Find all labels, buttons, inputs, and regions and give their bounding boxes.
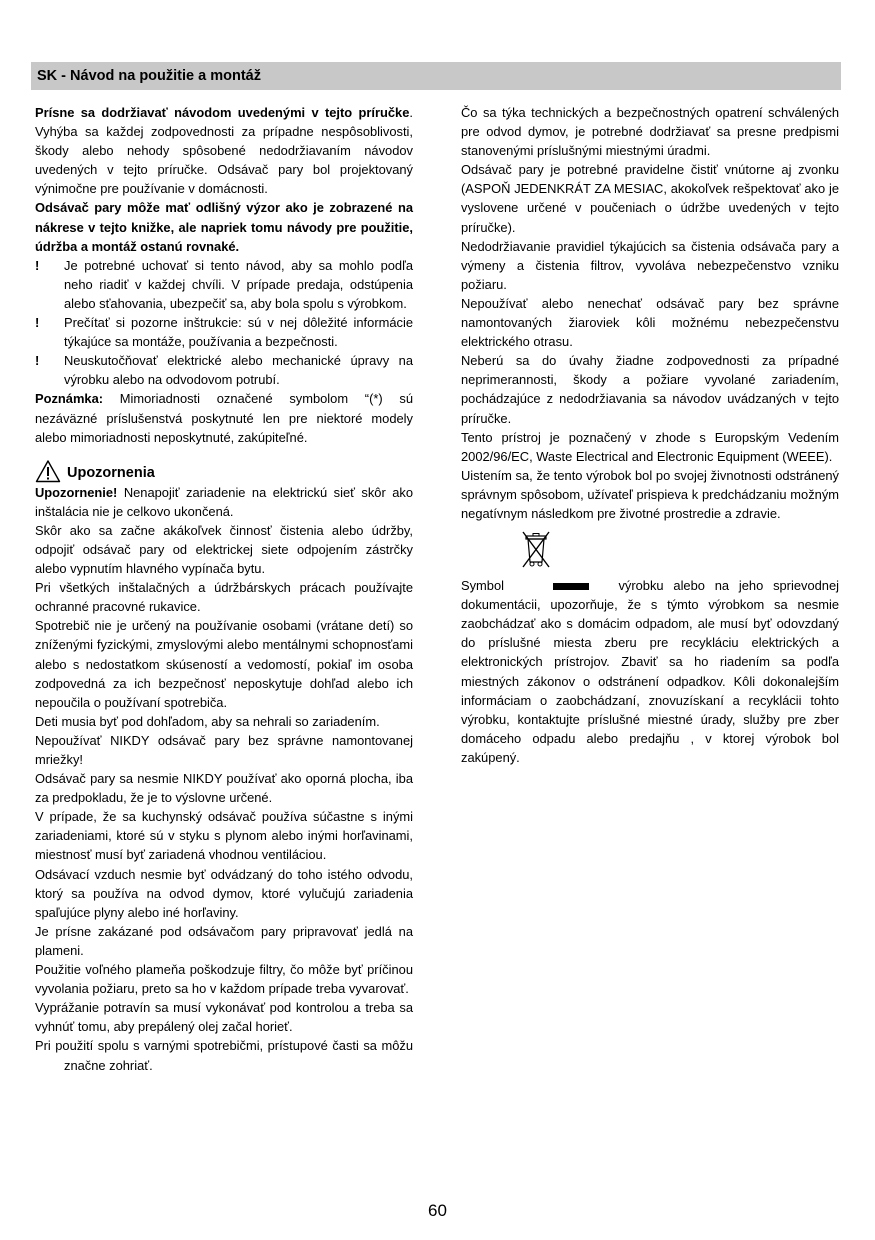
note-paragraph — [35, 389, 413, 446]
safety-paragraph: Nedodržiavanie pravidiel týkajúcich sa čistenia odsávača pary a výmeny a čistenia filtrov, vyvoláva nebezpečenstvo vzniku požiaru. — [461, 238, 839, 292]
warning-label: Upozornenie! — [35, 484, 118, 500]
intro-paragraph — [35, 103, 413, 198]
warning-paragraph: Odsávač pary sa nesmie NIKDY používať ako oporná plocha, iba za predpokladu, že je to výslovne určené. — [35, 771, 413, 806]
warning-paragraph: Je prísne zakázané pod odsávačom pary pripravovať jedlá na plameni. — [35, 923, 413, 958]
section-title: SK - Návod na použitie a montáž — [37, 68, 261, 84]
note-label: Poznámka: — [35, 391, 104, 407]
section-header — [31, 62, 841, 90]
warnings-title: Upozornenia — [67, 464, 155, 481]
appearance-note: Odsávač pary môže mať odlišný výzor ako je zobrazené na nákrese v tejto knižke, ale napriek tomu návody pre použitie, údržba a montáž ostanú rovnaké. — [35, 200, 413, 254]
warning-paragraph: Pri všetkých inštalačných a údržbárskych prácach používajte ochranné pracovné rukavice. — [35, 580, 413, 615]
safety-paragraph: Tento prístroj je poznačený v zhode s Europským Vedením 2002/96/EC, Waste Electrical and Electronic Equipment (WEEE). — [461, 429, 839, 464]
black-bar-icon — [553, 583, 589, 590]
warning-paragraph: Pri použití spolu s varnými spotrebičmi, prístupové časti sa môžu značne zohriať. — [35, 1038, 413, 1073]
symbol-word: Symbol — [461, 578, 504, 594]
bullet-text: Neuskutočňovať elektrické alebo mechanické úpravy na výrobku alebo na odvodovom potrubí. — [64, 353, 413, 388]
safety-paragraph: Neberú sa do úvahy žiadne zodpovednosti za prípadné neprimerannosti, škody a požiare vyvolané zariadením, pochádzajúce z nedodržiavania sa návodov uvádzaných v tejto príručke. — [461, 353, 839, 426]
warning-paragraph: Nepoužívať NIKDY odsávač pary bez správne namontovanej mriežky! — [35, 732, 413, 767]
exclamation-marker: ! — [35, 257, 40, 273]
weee-paragraph — [461, 576, 839, 767]
warning-paragraph: Odsávací vzduch nesmie byť odvádzaný do toho istého odvodu, ktorý sa používa na odvod dymov, ktoré vylučujú zariadenia spaľujúce plyny alebo iné horľaviny. — [35, 866, 413, 920]
warning-text: Nenapojiť zariadenie na elektrickú sieť skôr ako inštalácia nie je celkovo ukončená. — [35, 484, 413, 519]
warning-paragraph: Použitie voľného plameňa poškodzuje filtry, čo môže byť príčinou vyvolania požiaru, preto sa ho v každom prípade treba vyvarovať. — [35, 962, 413, 997]
crossed-bin-icon — [521, 530, 551, 568]
weee-symbol — [461, 523, 839, 576]
warning-paragraph: Skôr ako sa začne akákoľvek činnosť čistenia alebo údržby, odpojiť odsávač pary od elektrickej siete odpojením zástrčky alebo vypnutím hlavného vypínača bytu. — [35, 522, 413, 577]
note-text: Mimoriadnosti označené symbolom “(*) sú nezáväzné príslušenstvá poskytnuté len pre niektoré modely alebo mimoriadnosti neposkytnuté, zakúpiteľné. — [35, 391, 413, 445]
warning-paragraph: V prípade, že sa kuchynský odsávač používa súčastne s inými zariadeniami, ktoré sú v styku s plynom alebo inými horľavinami, miestnosť musí byť zariadená vhodnou ventiláciou. — [35, 809, 413, 863]
bullet-item — [35, 256, 413, 313]
exclamation-marker: ! — [35, 353, 40, 369]
warning-paragraph — [35, 483, 413, 521]
bullet-text: Je potrebné uchovať si tento návod, aby sa mohlo podľa neho riadiť v každej chvíli. V prípade predaja, odstúpenia alebo sťahovania, ubezpečiť sa, aby bola spolu s výrobkom. — [64, 257, 413, 311]
intro-text: . Vyhýba sa každej zodpovednosti za prípadne nespôsoblivosti, škody alebo nehody spôsobené nedodržiavaním návodov uvedených v tejto príručke. Odsávač pary bol projektovaný výnimočne pre používanie v domácnosti. — [35, 105, 413, 197]
intro-bold: Prísne sa dodržiavať návodom uvedenými v tejto príručke — [35, 105, 410, 120]
warning-triangle-icon — [35, 459, 61, 483]
warning-paragraph: Spotrebič nie je určený na používanie osobami (vrátane detí) so zníženými fyzickými, zmyslovými alebo mentálnymi schopnosťami alebo s nedostatkom skúseností a vedomostí, pokiaľ im osoba zodpovedná za ich bezpečnosť neposkytuje dohľad alebo ich nepoučila o používaní spotrebiča. — [35, 618, 413, 710]
warning-paragraph: Vyprážanie potravín sa musí vykonávať pod kontrolou a treba sa vyhnúť tomu, aby prepálený olej začal horieť. — [35, 1000, 413, 1035]
left-column — [35, 103, 413, 1075]
safety-paragraph: Čo sa týka technických a bezpečnostných opatrení schválených pre odvod dymov, je potrebné dodržiavať sa presne predpismi stanovenými príslušnými miestnými úradmi. — [461, 105, 839, 159]
safety-paragraph: Nepoužívať alebo nenechať odsávač pary bez správne namontovaných žiaroviek kôli možnému nebezpečenstvu elektrického otrasu. — [461, 295, 839, 350]
weee-text: výrobku alebo na jeho sprievodnej dokumentácii, upozorňuje, že s týmto výrobkom sa nesmie zaobchádzať ako s domácim odpadom, ale musí byť odovzdaný do príslušné miesta zberu pre recykláciu elektrických a elektronických prístrojov. Zbaviť sa ho riadením sa podľa miestných zákonov o odstránení odpadkov. Kôli dokonalejším informáciam o zaobchádzaní, znovuzískaní a recyklácii tohto výrobku, kontaktujte príslušné miestné úrady, služby pre zber domáceho odpadu alebo predajňu , v ktorej výrobok bol zakúpený. — [461, 578, 839, 765]
bullet-item — [35, 313, 413, 351]
safety-paragraph: Uistením sa, že tento výrobok bol po svojej živnotnosti odstránený správnym spôsobom, užívateľ prispieva k predchádzaniu možným negatívnym následkom pre životné prostredie a zdravie. — [461, 467, 839, 521]
page-number: 60 — [428, 1201, 447, 1220]
warnings-heading — [35, 459, 413, 483]
bullet-text: Prečítať si pozorne inštrukcie: sú v nej dôležité informácie týkajúce sa montáže, používania a bezpečnosti. — [64, 315, 413, 350]
warning-paragraph: Deti musia byť pod dohľadom, aby sa nehrali so zariadením. — [35, 713, 380, 729]
bullet-item — [35, 351, 413, 389]
exclamation-marker: ! — [35, 315, 40, 331]
right-column — [461, 103, 839, 767]
safety-paragraph: Odsávač pary je potrebné pravidelne čistiť vnútorne aj zvonku (ASPOŇ JEDENKRÁT ZA MESIAC, akokoľvek rešpektovať ako je vyslovene určené v poučeniach o údržbe uvedených v tejto príručke). — [461, 162, 839, 235]
